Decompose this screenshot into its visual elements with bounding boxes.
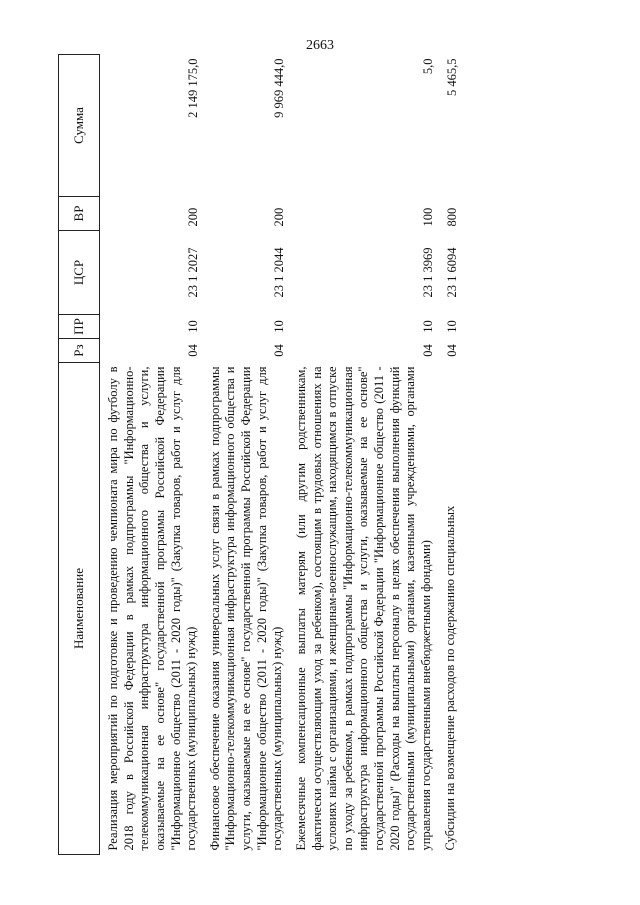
table-row (202, 55, 288, 855)
table-row (100, 55, 202, 855)
table-header-row (59, 55, 100, 855)
row-pr: 10 (186, 320, 201, 333)
row-pr: 10 (272, 320, 287, 333)
header-name: Наименование (59, 363, 100, 855)
row-vr: 200 (186, 207, 201, 227)
row-pr: 10 (420, 320, 435, 333)
row-csr: 23 1 3969 (420, 247, 435, 298)
row-sum: 5 465,5 (444, 58, 459, 96)
row-sum: 2 149 175,0 (186, 58, 201, 118)
row-sum: 5,0 (420, 58, 435, 75)
row-name: Субсидии на возмещение расходов по содержанию специальных (442, 505, 457, 851)
header-pr: ПР (59, 315, 100, 339)
table-row (288, 55, 437, 855)
header-sum: Сумма (59, 55, 100, 197)
table-row (437, 55, 461, 855)
row-vr: 100 (420, 207, 435, 227)
header-csr: ЦСР (59, 231, 100, 315)
row-rz: 04 (420, 344, 435, 357)
budget-table-rotated (58, 55, 598, 855)
row-rz: 04 (186, 344, 201, 357)
row-csr: 23 1 6094 (444, 247, 459, 298)
row-sum: 9 969 444,0 (272, 58, 287, 118)
row-rz: 04 (444, 344, 459, 357)
row-pr: 10 (444, 320, 459, 333)
row-vr: 800 (444, 207, 459, 227)
header-vr: ВР (59, 197, 100, 231)
row-csr: 23 1 2044 (272, 247, 287, 298)
row-vr: 200 (272, 207, 287, 227)
budget-table (58, 54, 460, 855)
row-csr: 23 1 2027 (186, 247, 201, 298)
row-name: Ежемесячные компенсационные выплаты матерям (или другим родственникам, фактически осуществляющим уход за ребенком), состоящим в трудовых отношениях на условиях найма с организациями, и женщинам-военнослужащим, находящимся в отпуске по уходу за ребенком, в рамках подпрограммы "Информационно-телекоммуникационная инфраструктура информационного общества и услуги, оказываемые на ее основе" государственной программы Российской Федерации "Информационное общество (2011 - 2020 годы)" (Расходы на выплаты персоналу в целях обеспечения выполнения функций государственными (муниципальными) органами, казенными учреждениями, органами управления государственными внебюджетными фондами) (293, 366, 433, 851)
header-rz: Рз (59, 339, 100, 363)
row-rz: 04 (272, 344, 287, 357)
page-number: 2663 (306, 38, 334, 53)
row-name: Реализация мероприятий по подготовке и проведению чемпионата мира по футболу в 2018 году в Российской Федерации в рамках подпрограммы "Информационно-телекоммуникационная инфраструктура информационного общества и услуги, оказываемые на ее основе" государственной программы Российской Федерации "Информационное общество (2011 - 2020 годы)" (Закупка товаров, работ и услуг для государственных (муниципальных) нужд) (106, 366, 199, 851)
row-name: Финансовое обеспечение оказания универсальных услуг связи в рамках подпрограммы "Информационно-телекоммуникационная инфраструктура информационного общества и услуги, оказываемые на ее основе" государственной программы Российской Федерации "Информационное общество (2011 - 2020 годы)" (Закупка товаров, работ и услуг для государственных (муниципальных) нужд) (207, 366, 285, 851)
